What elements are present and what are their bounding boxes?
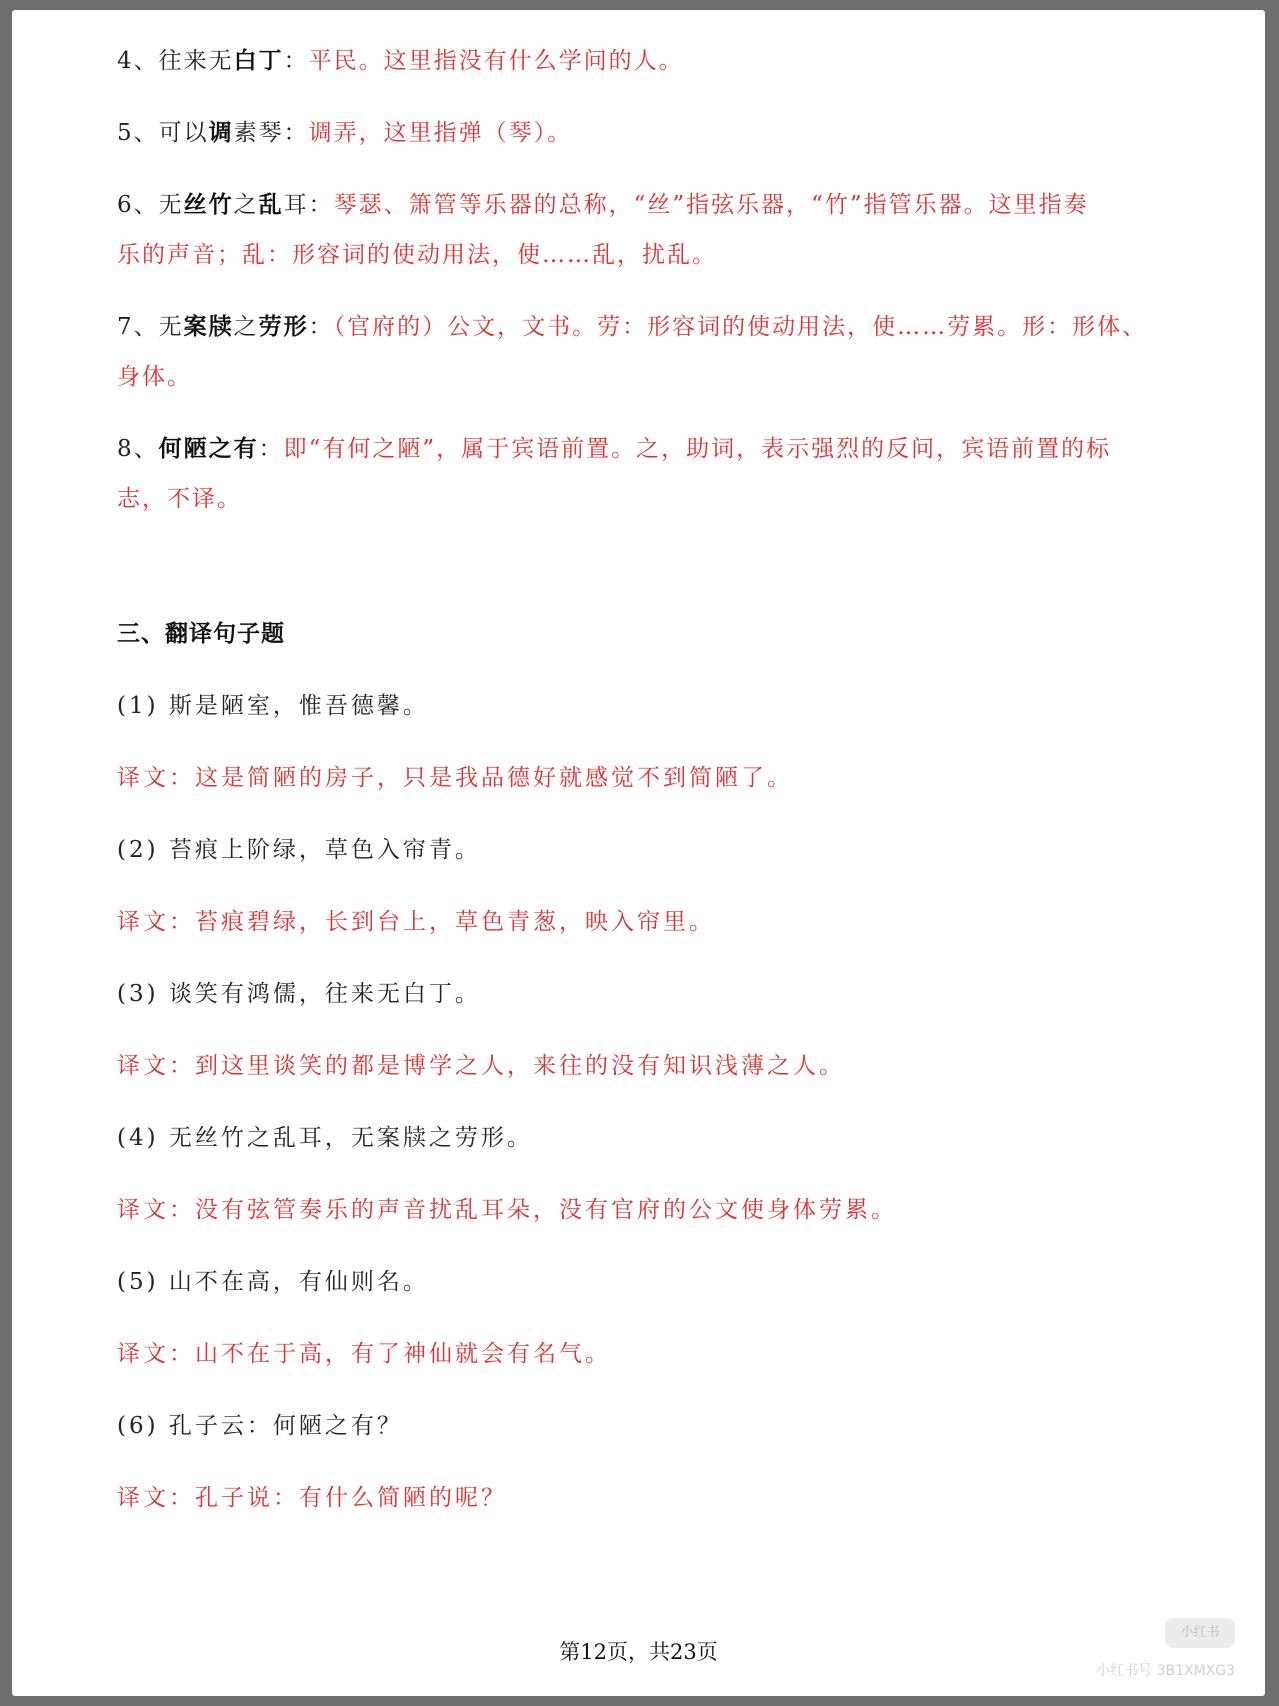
item-text: 无: [158, 314, 184, 340]
sentence-question: (4) 无丝竹之乱耳，无案牍之劳形。: [117, 1125, 533, 1151]
watermark-id: 小红书号 3B1XMXG3: [1096, 1663, 1235, 1679]
item-text: 耳：: [283, 192, 334, 218]
item-explanation: （官府的）公文，文书。劳：形容词的使动用法，使……劳累。形：形体、: [333, 314, 1148, 340]
sentence-question: (2) 苔痕上阶绿，草色入帘青。: [117, 837, 481, 863]
document-page: [12, 10, 1265, 1696]
sentence-question: (3) 谈笑有鸿儒，往来无白丁。: [117, 981, 481, 1007]
item-text: 可以: [158, 120, 209, 146]
item-explanation-continued: 乐的声音；乱：形容词的使动用法，使……乱，扰乱。: [117, 242, 717, 268]
sentence-translation: 译文：到这里谈笑的都是博学之人，来往的没有知识浅薄之人。: [117, 1053, 845, 1079]
item-text: ：: [283, 48, 309, 74]
item-text: 往来无: [158, 48, 234, 74]
page-footer: 第12页，共23页: [559, 1640, 718, 1664]
list-item: [117, 180, 1197, 230]
item-text: ：: [258, 436, 284, 462]
section-heading: 三、翻译句子题: [117, 621, 285, 647]
item-number: 5、: [117, 120, 159, 146]
list-item: [117, 108, 1197, 158]
sentence-question: (1) 斯是陋室，惟吾德馨。: [117, 693, 429, 719]
page-content: [117, 36, 1197, 1523]
item-keyword: 何陋之有: [158, 435, 259, 462]
item-keyword: 调: [208, 119, 234, 146]
sentence-translation: 译文：没有弦管奏乐的声音扰乱耳朵，没有官府的公文使身体劳累。: [117, 1197, 897, 1223]
list-item: [117, 302, 1197, 352]
item-text: 无: [158, 192, 184, 218]
item-keyword: 乱: [258, 191, 284, 218]
item-keyword: 丝竹: [183, 191, 234, 218]
watermark-logo: 小红书: [1165, 1618, 1235, 1648]
item-text: 素琴：: [233, 120, 309, 146]
item-number: 4、: [117, 48, 159, 74]
item-explanation-continued: 身体。: [117, 364, 192, 390]
item-number: 7、: [117, 314, 159, 340]
sentence-translation: 译文：孔子说：有什么简陋的呢？: [117, 1485, 507, 1511]
item-explanation: 调弄，这里指弹（琴）。: [308, 120, 573, 146]
list-item: [117, 36, 1197, 86]
item-text: 之: [233, 314, 259, 340]
item-keyword: 劳形: [258, 313, 309, 340]
item-explanation-continued: 志，不译。: [117, 486, 242, 512]
sentence-translation: 译文：山不在于高，有了神仙就会有名气。: [117, 1341, 611, 1367]
item-explanation: 琴瑟、箫管等乐器的总称，“丝”指弦乐器，“竹”指管乐器。这里指奏: [333, 192, 1089, 218]
item-text: 之: [233, 192, 259, 218]
list-item: [117, 424, 1197, 474]
item-explanation: 即“有何之陋”，属于宾语前置。之，助词，表示强烈的反问，宾语前置的标: [283, 436, 1112, 462]
item-number: 8、: [117, 436, 159, 462]
sentence-question: (6) 孔子云：何陋之有？: [117, 1413, 403, 1439]
sentence-question: (5) 山不在高，有仙则名。: [117, 1269, 429, 1295]
sentence-list: [117, 681, 1197, 1523]
item-explanation: 平民。这里指没有什么学问的人。: [308, 48, 684, 74]
item-text: ：: [308, 314, 334, 340]
item-keyword: 白丁: [233, 47, 284, 74]
sentence-translation: 译文：苔痕碧绿，长到台上，草色青葱，映入帘里。: [117, 909, 715, 935]
item-keyword: 案牍: [183, 313, 234, 340]
sentence-translation: 译文：这是简陋的房子，只是我品德好就感觉不到简陋了。: [117, 765, 793, 791]
item-number: 6、: [117, 192, 159, 218]
